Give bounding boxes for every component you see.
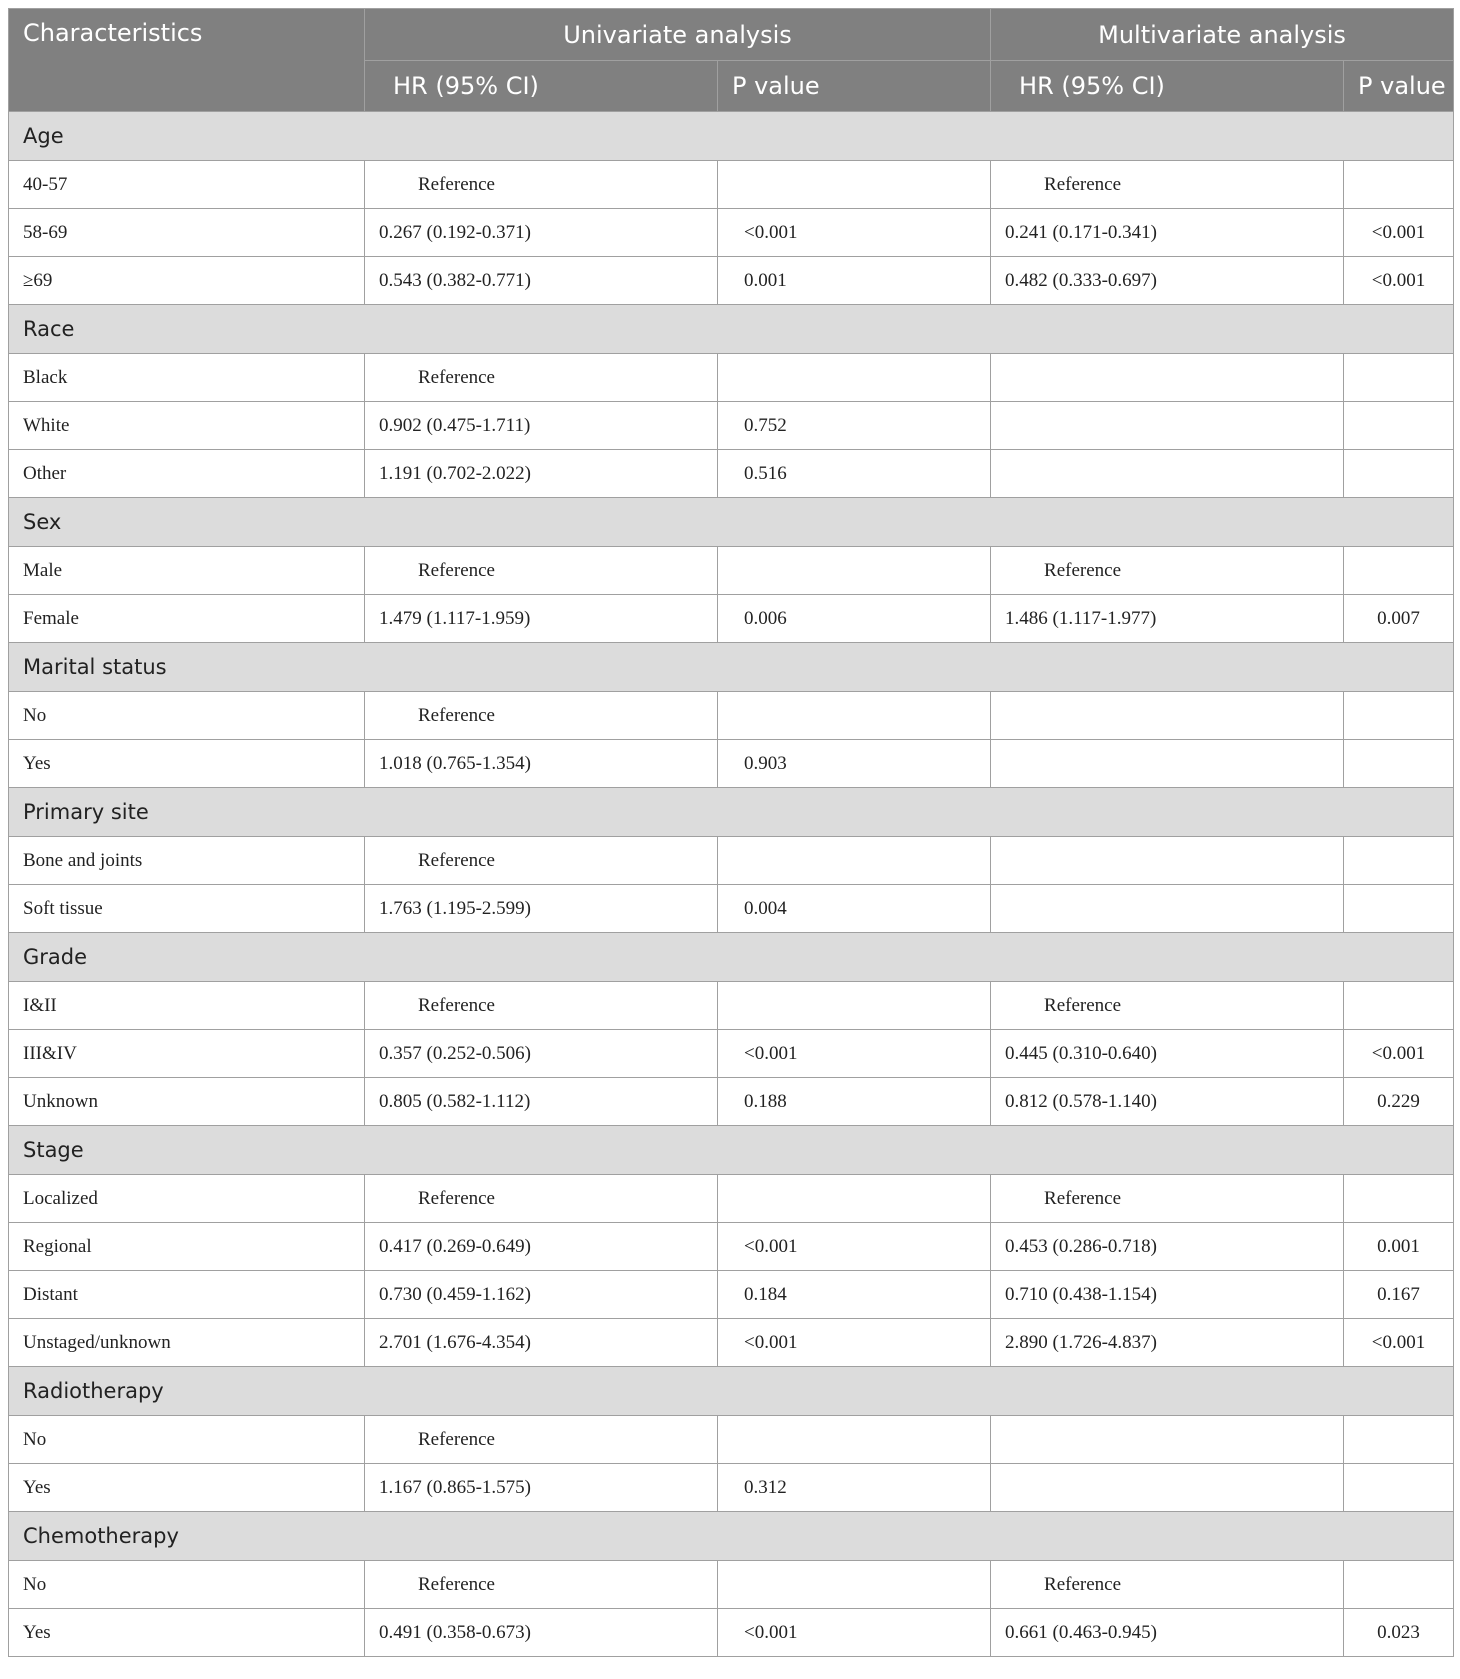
multivariate-hr-cell: Reference	[991, 982, 1344, 1030]
row-label: Male	[9, 547, 365, 595]
header-multivariate-hr: HR (95% CI)	[991, 61, 1344, 112]
univariate-hr-cell: 1.167 (0.865-1.575)	[365, 1464, 718, 1512]
table-row	[9, 1223, 1454, 1271]
univariate-hr-cell: 0.730 (0.459-1.162)	[365, 1271, 718, 1319]
multivariate-p-cell	[1344, 837, 1454, 885]
univariate-hr-cell: Reference	[365, 692, 718, 740]
multivariate-hr-cell: 0.241 (0.171-0.341)	[991, 209, 1344, 257]
multivariate-p-cell	[1344, 1175, 1454, 1223]
table-row	[9, 982, 1454, 1030]
row-label: Localized	[9, 1175, 365, 1223]
category-row	[9, 643, 1454, 692]
header-univariate-p: P value	[718, 61, 991, 112]
table-body	[9, 112, 1454, 1657]
row-label: Bone and joints	[9, 837, 365, 885]
univariate-p-cell	[718, 1561, 991, 1609]
category-label: Stage	[9, 1126, 1454, 1175]
category-row	[9, 1512, 1454, 1561]
multivariate-p-cell	[1344, 1464, 1454, 1512]
header-multivariate: Multivariate analysis	[991, 9, 1454, 61]
univariate-p-cell: 0.184	[718, 1271, 991, 1319]
multivariate-p-cell	[1344, 982, 1454, 1030]
table-row	[9, 354, 1454, 402]
multivariate-p-cell	[1344, 547, 1454, 595]
table-row	[9, 885, 1454, 933]
category-label: Age	[9, 112, 1454, 161]
univariate-hr-cell: Reference	[365, 161, 718, 209]
multivariate-hr-cell: 1.486 (1.117-1.977)	[991, 595, 1344, 643]
table-container	[8, 8, 1453, 1657]
multivariate-hr-cell	[991, 837, 1344, 885]
univariate-hr-cell: 1.018 (0.765-1.354)	[365, 740, 718, 788]
univariate-p-cell	[718, 837, 991, 885]
univariate-p-cell	[718, 1416, 991, 1464]
univariate-hr-cell: Reference	[365, 837, 718, 885]
category-label: Sex	[9, 498, 1454, 547]
category-row	[9, 788, 1454, 837]
multivariate-hr-cell: Reference	[991, 1175, 1344, 1223]
multivariate-p-cell: 0.023	[1344, 1609, 1454, 1657]
table-row	[9, 1078, 1454, 1126]
univariate-p-cell: <0.001	[718, 1609, 991, 1657]
row-label: ≥69	[9, 257, 365, 305]
multivariate-hr-cell	[991, 450, 1344, 498]
table-row	[9, 1464, 1454, 1512]
row-label: No	[9, 692, 365, 740]
multivariate-hr-cell: 0.710 (0.438-1.154)	[991, 1271, 1344, 1319]
table-row	[9, 547, 1454, 595]
multivariate-p-cell	[1344, 692, 1454, 740]
multivariate-p-cell	[1344, 161, 1454, 209]
row-label: Unstaged/unknown	[9, 1319, 365, 1367]
multivariate-hr-cell	[991, 1416, 1344, 1464]
category-row	[9, 1367, 1454, 1416]
univariate-p-cell	[718, 692, 991, 740]
univariate-p-cell	[718, 982, 991, 1030]
univariate-hr-cell: Reference	[365, 354, 718, 402]
multivariate-p-cell: <0.001	[1344, 209, 1454, 257]
multivariate-p-cell: 0.229	[1344, 1078, 1454, 1126]
univariate-p-cell: <0.001	[718, 1319, 991, 1367]
row-label: Soft tissue	[9, 885, 365, 933]
multivariate-hr-cell: 0.482 (0.333-0.697)	[991, 257, 1344, 305]
multivariate-p-cell: <0.001	[1344, 257, 1454, 305]
row-label: 40-57	[9, 161, 365, 209]
table-row	[9, 450, 1454, 498]
univariate-hr-cell: 1.763 (1.195-2.599)	[365, 885, 718, 933]
table-row	[9, 1561, 1454, 1609]
univariate-p-cell: <0.001	[718, 209, 991, 257]
univariate-hr-cell: 1.479 (1.117-1.959)	[365, 595, 718, 643]
row-label: Regional	[9, 1223, 365, 1271]
row-label: Female	[9, 595, 365, 643]
univariate-p-cell: 0.001	[718, 257, 991, 305]
univariate-p-cell: 0.752	[718, 402, 991, 450]
multivariate-p-cell: 0.007	[1344, 595, 1454, 643]
row-label: White	[9, 402, 365, 450]
univariate-hr-cell: 0.491 (0.358-0.673)	[365, 1609, 718, 1657]
table-row	[9, 1609, 1454, 1657]
table-row	[9, 1271, 1454, 1319]
multivariate-hr-cell	[991, 692, 1344, 740]
header-multivariate-p: P value	[1344, 61, 1454, 112]
category-label: Primary site	[9, 788, 1454, 837]
multivariate-hr-cell: 2.890 (1.726-4.837)	[991, 1319, 1344, 1367]
table-row	[9, 209, 1454, 257]
multivariate-p-cell	[1344, 354, 1454, 402]
multivariate-p-cell	[1344, 885, 1454, 933]
multivariate-p-cell	[1344, 1416, 1454, 1464]
category-label: Race	[9, 305, 1454, 354]
multivariate-hr-cell: 0.453 (0.286-0.718)	[991, 1223, 1344, 1271]
multivariate-p-cell	[1344, 402, 1454, 450]
multivariate-p-cell	[1344, 740, 1454, 788]
row-label: I&II	[9, 982, 365, 1030]
hazard-ratio-table	[8, 8, 1454, 1657]
univariate-hr-cell: 0.417 (0.269-0.649)	[365, 1223, 718, 1271]
table-row	[9, 1030, 1454, 1078]
row-label: No	[9, 1561, 365, 1609]
univariate-p-cell: 0.006	[718, 595, 991, 643]
univariate-hr-cell: Reference	[365, 1175, 718, 1223]
row-label: Yes	[9, 740, 365, 788]
header-univariate-hr: HR (95% CI)	[365, 61, 718, 112]
category-row	[9, 305, 1454, 354]
category-row	[9, 498, 1454, 547]
table-row	[9, 595, 1454, 643]
univariate-p-cell: 0.516	[718, 450, 991, 498]
row-label: No	[9, 1416, 365, 1464]
univariate-p-cell: <0.001	[718, 1223, 991, 1271]
category-row	[9, 112, 1454, 161]
category-label: Marital status	[9, 643, 1454, 692]
category-row	[9, 1126, 1454, 1175]
row-label: Yes	[9, 1609, 365, 1657]
table-row	[9, 1416, 1454, 1464]
multivariate-hr-cell: 0.661 (0.463-0.945)	[991, 1609, 1344, 1657]
univariate-hr-cell: 0.267 (0.192-0.371)	[365, 209, 718, 257]
table-row	[9, 692, 1454, 740]
table-row	[9, 837, 1454, 885]
multivariate-hr-cell	[991, 354, 1344, 402]
row-label: Yes	[9, 1464, 365, 1512]
univariate-p-cell: 0.312	[718, 1464, 991, 1512]
univariate-hr-cell: 0.357 (0.252-0.506)	[365, 1030, 718, 1078]
multivariate-p-cell	[1344, 450, 1454, 498]
univariate-p-cell	[718, 1175, 991, 1223]
univariate-hr-cell: 0.805 (0.582-1.112)	[365, 1078, 718, 1126]
row-label: III&IV	[9, 1030, 365, 1078]
category-label: Grade	[9, 933, 1454, 982]
row-label: Black	[9, 354, 365, 402]
table-row	[9, 402, 1454, 450]
univariate-p-cell	[718, 547, 991, 595]
univariate-p-cell: 0.903	[718, 740, 991, 788]
univariate-hr-cell: 2.701 (1.676-4.354)	[365, 1319, 718, 1367]
univariate-hr-cell: Reference	[365, 547, 718, 595]
multivariate-p-cell: 0.001	[1344, 1223, 1454, 1271]
category-label: Chemotherapy	[9, 1512, 1454, 1561]
category-row	[9, 933, 1454, 982]
category-label: Radiotherapy	[9, 1367, 1454, 1416]
multivariate-hr-cell: Reference	[991, 161, 1344, 209]
multivariate-hr-cell: 0.812 (0.578-1.140)	[991, 1078, 1344, 1126]
multivariate-hr-cell: Reference	[991, 1561, 1344, 1609]
row-label: 58-69	[9, 209, 365, 257]
row-label: Unknown	[9, 1078, 365, 1126]
univariate-hr-cell: Reference	[365, 1561, 718, 1609]
table-row	[9, 1175, 1454, 1223]
univariate-p-cell: 0.004	[718, 885, 991, 933]
multivariate-hr-cell	[991, 885, 1344, 933]
multivariate-hr-cell: Reference	[991, 547, 1344, 595]
univariate-p-cell	[718, 161, 991, 209]
univariate-hr-cell: Reference	[365, 982, 718, 1030]
row-label: Distant	[9, 1271, 365, 1319]
row-label: Other	[9, 450, 365, 498]
multivariate-hr-cell	[991, 740, 1344, 788]
multivariate-p-cell: <0.001	[1344, 1319, 1454, 1367]
multivariate-p-cell	[1344, 1561, 1454, 1609]
header-characteristics: Characteristics	[9, 9, 365, 112]
multivariate-hr-cell	[991, 1464, 1344, 1512]
univariate-hr-cell: Reference	[365, 1416, 718, 1464]
table-row	[9, 257, 1454, 305]
table-row	[9, 161, 1454, 209]
multivariate-p-cell: 0.167	[1344, 1271, 1454, 1319]
univariate-hr-cell: 1.191 (0.702-2.022)	[365, 450, 718, 498]
table-row	[9, 1319, 1454, 1367]
univariate-p-cell: 0.188	[718, 1078, 991, 1126]
univariate-p-cell	[718, 354, 991, 402]
table-row	[9, 740, 1454, 788]
table-header	[9, 9, 1454, 112]
univariate-hr-cell: 0.902 (0.475-1.711)	[365, 402, 718, 450]
multivariate-p-cell: <0.001	[1344, 1030, 1454, 1078]
multivariate-hr-cell: 0.445 (0.310-0.640)	[991, 1030, 1344, 1078]
univariate-p-cell: <0.001	[718, 1030, 991, 1078]
multivariate-hr-cell	[991, 402, 1344, 450]
header-univariate: Univariate analysis	[365, 9, 991, 61]
univariate-hr-cell: 0.543 (0.382-0.771)	[365, 257, 718, 305]
